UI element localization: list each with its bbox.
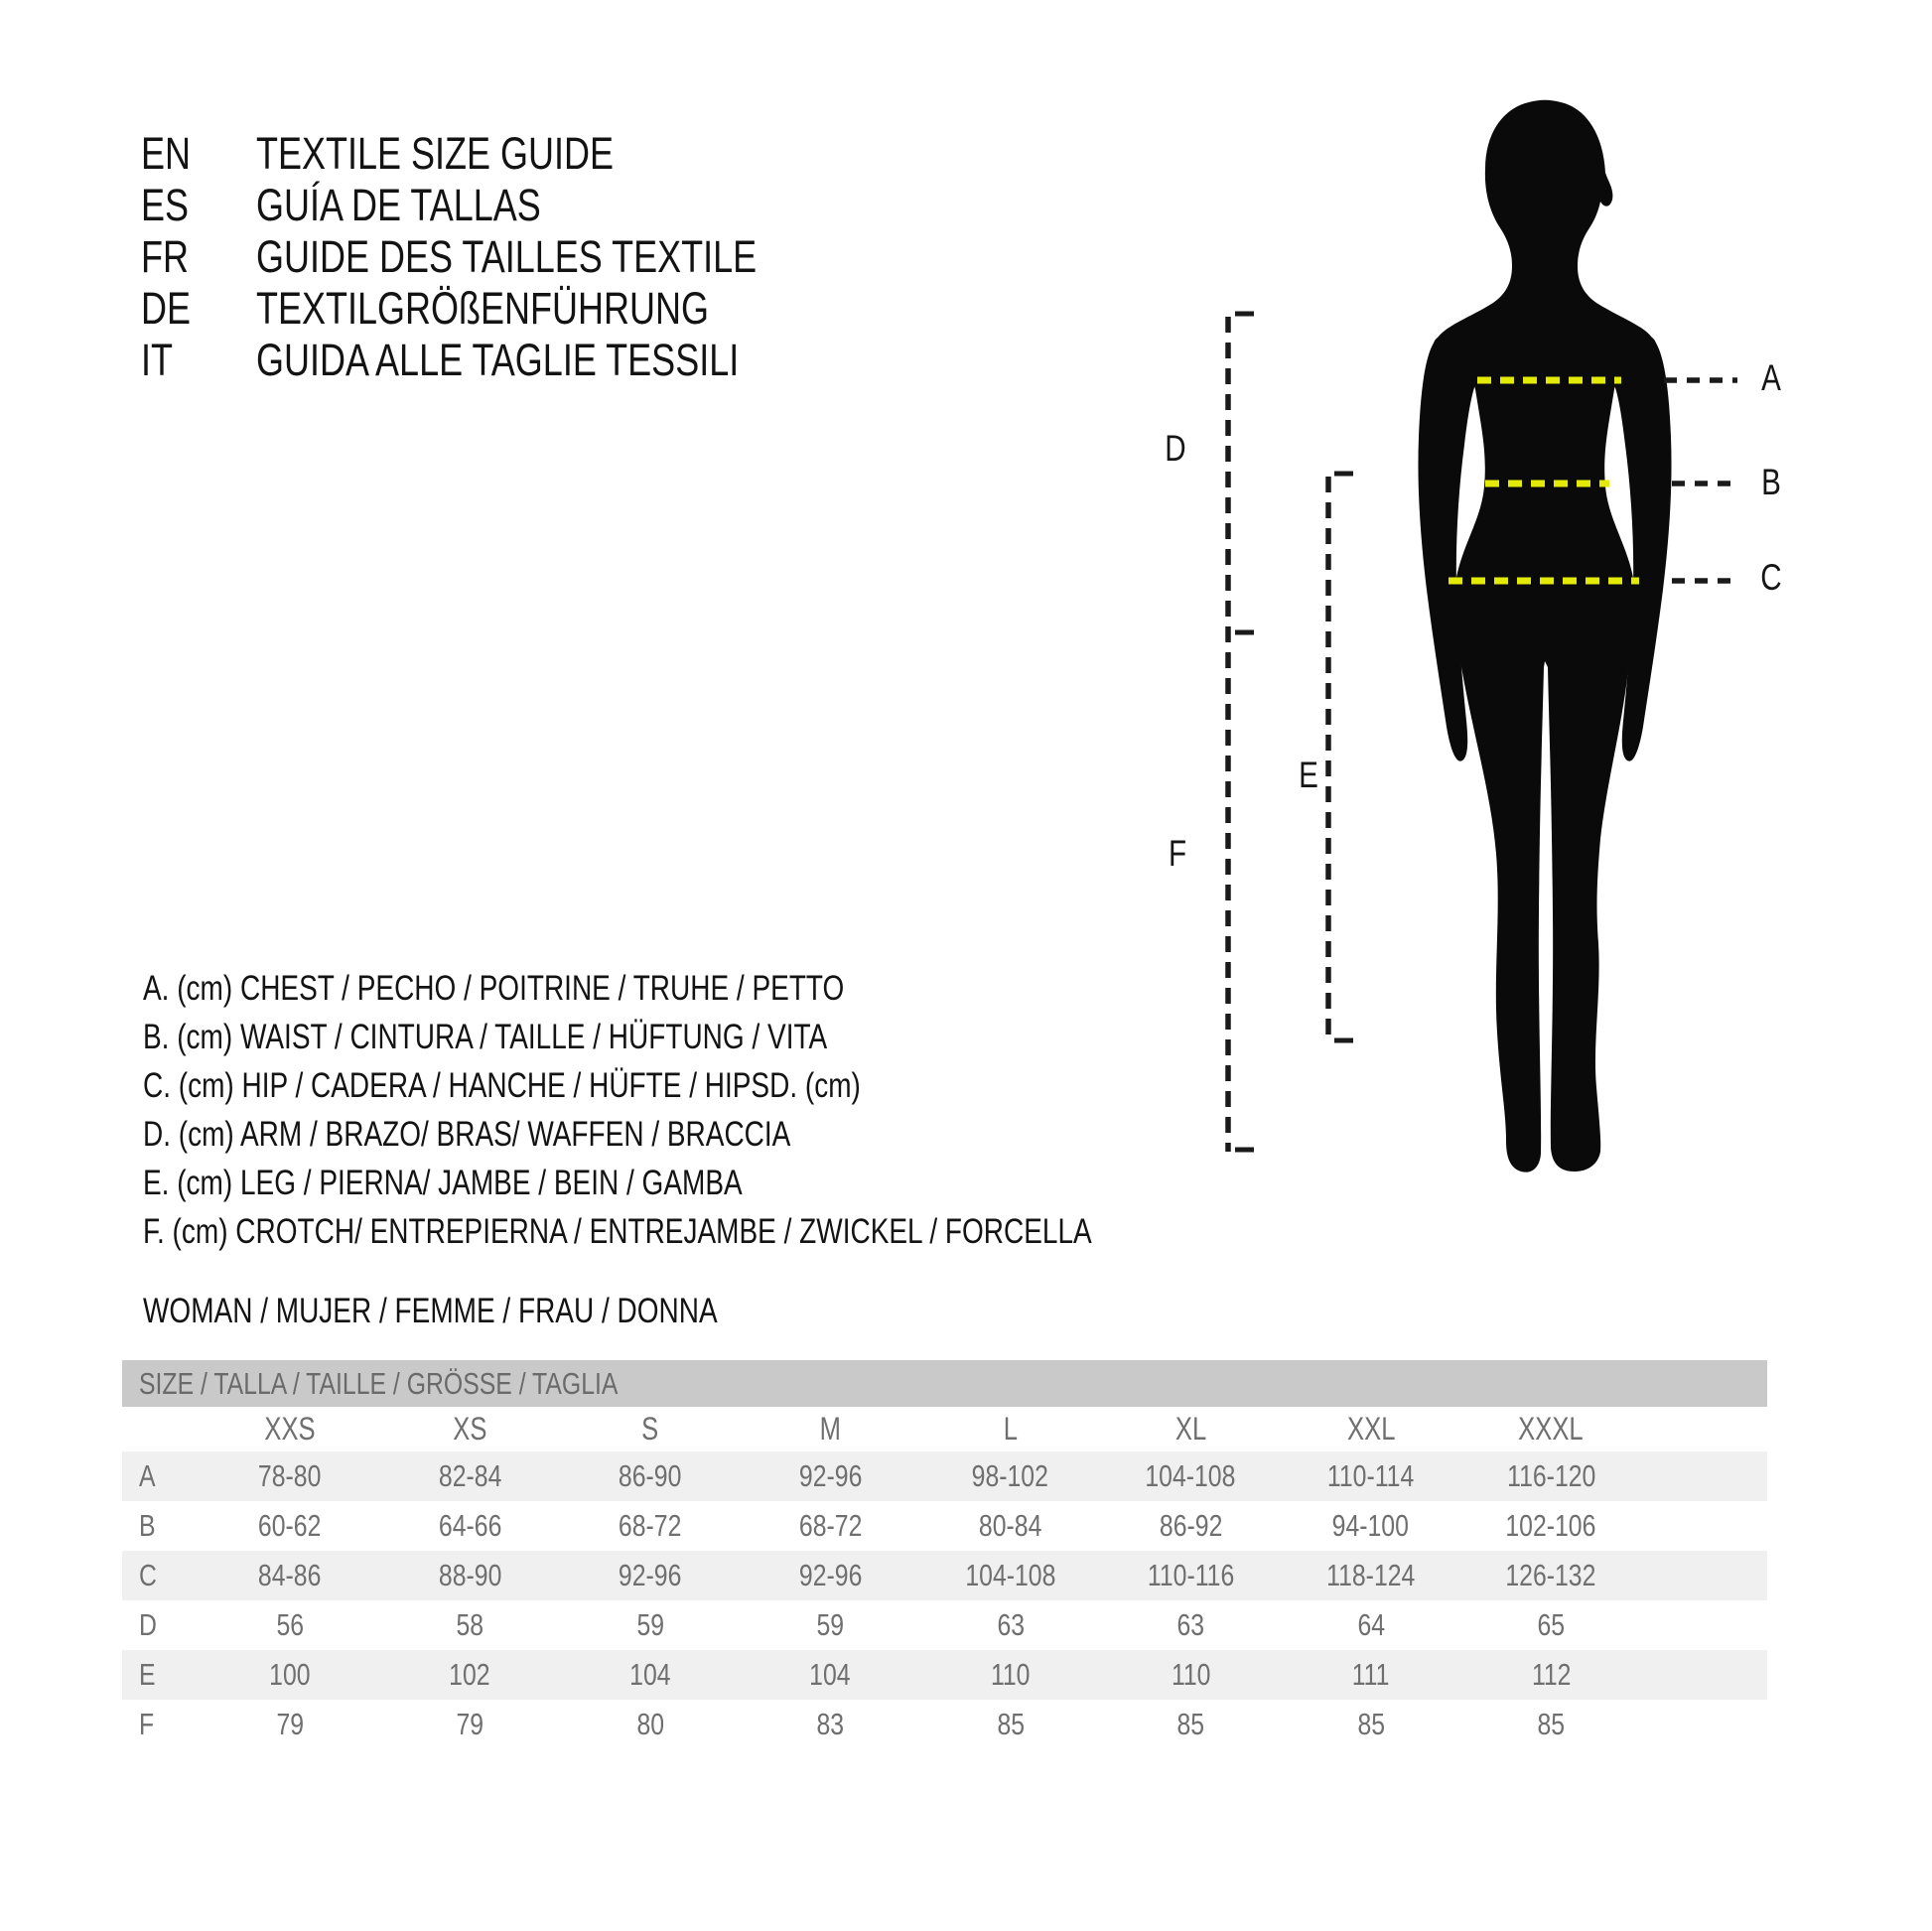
- table-cell: 92-96: [619, 1558, 682, 1592]
- table-cell: 82-84: [438, 1458, 501, 1493]
- table-cell: 102: [449, 1657, 490, 1692]
- table-cell: 118-124: [1326, 1558, 1416, 1592]
- column-header-xs: XS: [453, 1411, 487, 1447]
- table-cell: 111: [1351, 1657, 1390, 1692]
- row-label: A: [139, 1458, 156, 1493]
- legend-item-waist: B. (cm) WAIST / CINTURA / TAILLE / HÜFTUNG / VITA: [143, 1018, 828, 1056]
- row-label: E: [139, 1657, 156, 1692]
- table-cell: 110: [990, 1657, 1031, 1692]
- table-cell: 58: [456, 1607, 484, 1642]
- guide-title-en: TEXTILE SIZE GUIDE: [256, 128, 615, 179]
- table-cell: 110-114: [1327, 1458, 1415, 1493]
- gender-group-title: WOMAN / MUJER / FEMME / FRAU / DONNA: [143, 1292, 718, 1330]
- language-code: FR: [141, 231, 189, 282]
- label-waist-b: B: [1761, 462, 1781, 502]
- row-label: B: [139, 1508, 156, 1543]
- legend-item-leg: E. (cm) LEG / PIERNA/ JAMBE / BEIN / GAMBA: [143, 1164, 743, 1202]
- table-cell: 60-62: [258, 1508, 322, 1543]
- woman-silhouette-figure: [1400, 99, 1690, 1176]
- language-code: DE: [141, 283, 192, 334]
- language-code: EN: [141, 128, 192, 179]
- language-header-block: [141, 128, 882, 386]
- column-header-l: L: [1003, 1411, 1018, 1447]
- language-code: ES: [141, 180, 190, 230]
- label-crotch-f: F: [1168, 833, 1187, 874]
- table-cell: 102-106: [1505, 1508, 1596, 1543]
- table-row-hip: [122, 1551, 1767, 1600]
- table-cell: 88-90: [438, 1558, 501, 1592]
- guide-title-fr: GUIDE DES TAILLES TEXTILE: [256, 231, 758, 282]
- table-cell: 100: [269, 1657, 311, 1692]
- table-cell: 80: [635, 1707, 664, 1741]
- table-cell: 104-108: [965, 1558, 1056, 1592]
- size-table-title: SIZE / TALLA / TAILLE / GRÖSSE / TAGLIA: [139, 1365, 619, 1401]
- table-cell: 85: [1537, 1707, 1566, 1741]
- table-row-chest: [122, 1451, 1767, 1501]
- row-label: D: [139, 1607, 157, 1642]
- table-cell: 85: [996, 1707, 1025, 1741]
- table-cell: 84-86: [258, 1558, 322, 1592]
- legend-item-hip: C. (cm) HIP / CADERA / HANCHE / HÜFTE / HIPSD. (cm): [143, 1066, 861, 1105]
- body-shape: [1434, 100, 1656, 1172]
- column-header-xxl: XXL: [1346, 1411, 1395, 1447]
- label-hip-c: C: [1760, 557, 1782, 598]
- table-cell: 92-96: [798, 1458, 862, 1493]
- table-cell: 56: [275, 1607, 304, 1642]
- table-row-leg: [122, 1650, 1767, 1700]
- column-header-xxxl: XXXL: [1518, 1411, 1584, 1447]
- legend-item-chest: A. (cm) CHEST / PECHO / POITRINE / TRUHE / PETTO: [143, 969, 845, 1008]
- row-label: C: [139, 1558, 157, 1592]
- table-cell: 86-92: [1159, 1508, 1222, 1543]
- table-cell: 83: [816, 1707, 845, 1741]
- size-table-header-bar: [122, 1360, 1767, 1407]
- table-cell: 104: [809, 1657, 851, 1692]
- row-label: F: [139, 1707, 155, 1741]
- table-cell: 68-72: [619, 1508, 682, 1543]
- guide-title-it: GUIDA ALLE TAGLIE TESSILI: [256, 335, 740, 385]
- guide-title-es: GUÍA DE TALLAS: [256, 180, 541, 230]
- table-cell: 85: [1176, 1707, 1205, 1741]
- label-chest-a: A: [1761, 357, 1781, 398]
- table-cell: 64-66: [438, 1508, 501, 1543]
- table-cell: 85: [1356, 1707, 1385, 1741]
- table-cell: 63: [996, 1607, 1025, 1642]
- table-cell: 126-132: [1505, 1558, 1596, 1592]
- table-cell: 64: [1356, 1607, 1385, 1642]
- table-cell: 79: [456, 1707, 484, 1741]
- table-cell: 59: [816, 1607, 845, 1642]
- language-row: [141, 180, 882, 231]
- label-arm-d: D: [1165, 428, 1186, 469]
- table-cell: 78-80: [258, 1458, 322, 1493]
- table-cell: 80-84: [979, 1508, 1042, 1543]
- table-row-waist: [122, 1501, 1767, 1551]
- size-table: [122, 1360, 1767, 1749]
- table-cell: 63: [1176, 1607, 1205, 1642]
- table-cell: 112: [1531, 1657, 1572, 1692]
- size-columns-row: [122, 1407, 1767, 1451]
- table-cell: 98-102: [972, 1458, 1049, 1493]
- language-row: [141, 128, 882, 180]
- label-leg-e: E: [1299, 755, 1318, 795]
- language-row: [141, 335, 882, 386]
- table-cell: 79: [275, 1707, 304, 1741]
- table-row-arm: [122, 1600, 1767, 1650]
- table-cell: 110: [1171, 1657, 1211, 1692]
- language-row: [141, 231, 882, 283]
- column-header-xxs: XXS: [264, 1411, 316, 1447]
- language-row: [141, 283, 882, 335]
- language-code: IT: [141, 335, 173, 385]
- table-cell: 104-108: [1145, 1458, 1236, 1493]
- column-header-s: S: [641, 1411, 659, 1447]
- table-cell: 104: [629, 1657, 671, 1692]
- table-cell: 94-100: [1332, 1508, 1410, 1543]
- table-cell: 92-96: [798, 1558, 862, 1592]
- legend-item-arm: D. (cm) ARM / BRAZO/ BRAS/ WAFFEN / BRACCIA: [143, 1115, 791, 1154]
- table-row-crotch: [122, 1700, 1767, 1749]
- table-cell: 86-90: [619, 1458, 682, 1493]
- table-cell: 59: [635, 1607, 664, 1642]
- table-cell: 110-116: [1147, 1558, 1234, 1592]
- table-cell: 68-72: [798, 1508, 862, 1543]
- column-header-m: M: [819, 1411, 841, 1447]
- column-header-xl: XL: [1174, 1411, 1206, 1447]
- table-cell: 65: [1537, 1607, 1566, 1642]
- table-cell: 116-120: [1506, 1458, 1595, 1493]
- legend-item-crotch: F. (cm) CROTCH/ ENTREPIERNA / ENTREJAMBE / ZWICKEL / FORCELLA: [143, 1212, 1092, 1251]
- guide-title-de: TEXTILGRÖßENFÜHRUNG: [256, 283, 710, 334]
- measurement-legend: [143, 964, 1329, 1256]
